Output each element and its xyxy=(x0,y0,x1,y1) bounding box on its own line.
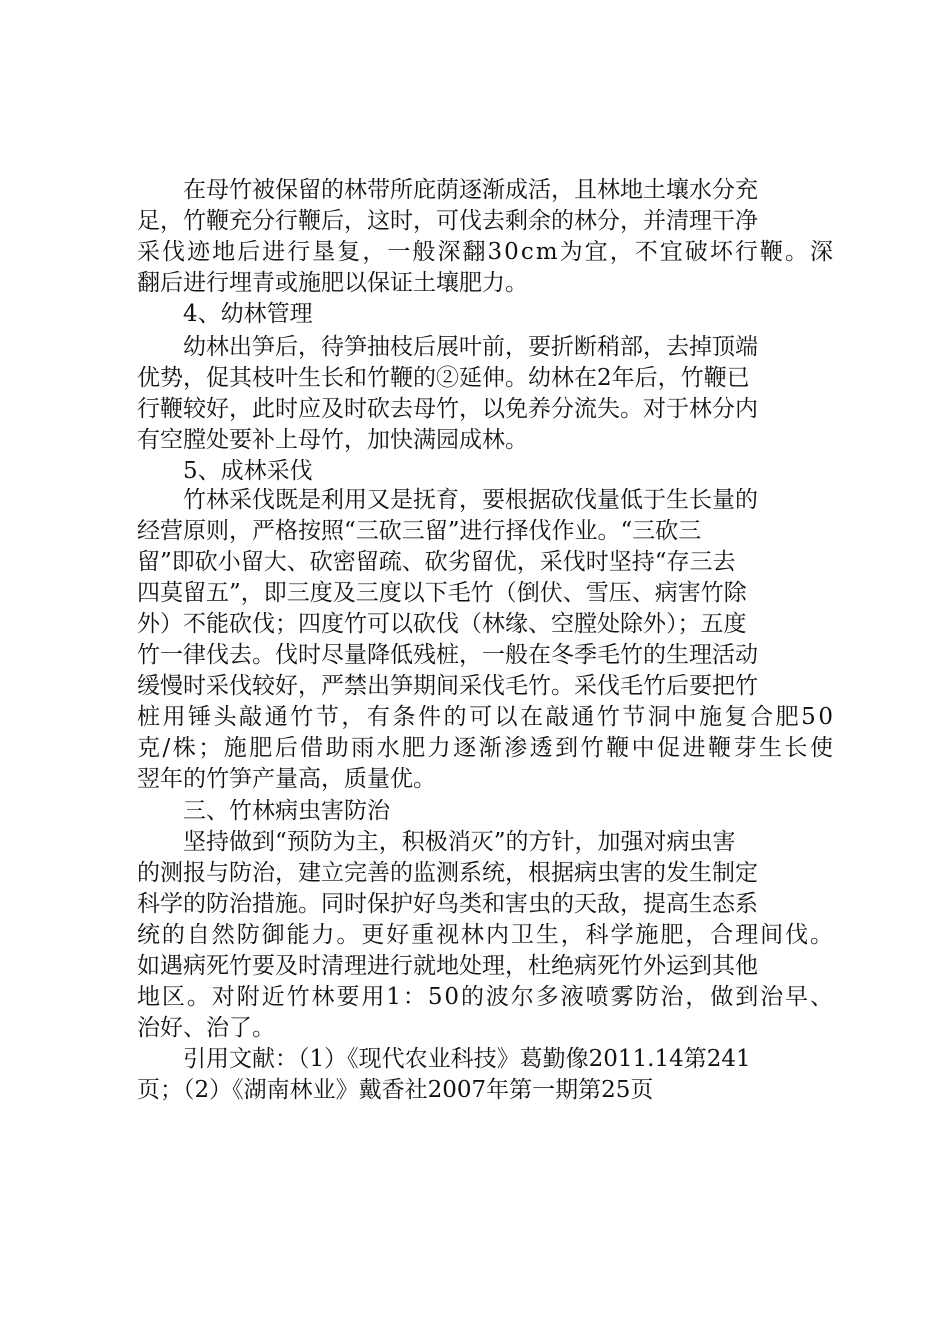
text-line xyxy=(0,455,950,487)
text-line-content: 竹林采伐既是利用又是抚育，要根据砍伐量低于生长量的 xyxy=(183,487,758,513)
text-line xyxy=(0,670,950,702)
text-line-content: 如遇病死竹要及时清理进行就地处理，杜绝病死竹外运到其他 xyxy=(137,953,758,979)
text-line-content: 统的自然防御能力。更好重视林内卫生，科学施肥，合理间伐。 xyxy=(137,922,835,948)
text-line-content: 优势，促其枝叶生长和竹鞭的②延伸。幼林在2年后，竹鞭已 xyxy=(137,365,750,391)
text-line xyxy=(0,546,950,578)
text-line-content: 5、成林采伐 xyxy=(183,458,313,484)
text-line xyxy=(0,362,950,394)
text-line xyxy=(0,267,950,299)
text-line xyxy=(0,950,950,982)
text-line-content: 有空膛处要补上母竹，加快满园成林。 xyxy=(137,427,528,453)
text-line-content: 坚持做到“预防为主，积极消灭”的方针，加强对病虫害 xyxy=(183,829,736,855)
text-line xyxy=(0,331,950,363)
text-line xyxy=(0,639,950,671)
text-line xyxy=(0,888,950,920)
text-line xyxy=(0,298,950,330)
text-line-content: 四莫留五”，即三度及三度以下毛竹（倒伏、雪压、病害竹除 xyxy=(137,580,747,606)
text-line-content: 克/株；施肥后借助雨水肥力逐渐渗透到竹鞭中促进鞭芽生长使 xyxy=(137,735,836,761)
text-line-content: 竹一律伐去。伐时尽量降低残桩，一般在冬季毛竹的生理活动 xyxy=(137,642,758,668)
text-line xyxy=(0,763,950,795)
text-line xyxy=(0,1074,950,1106)
text-line-content: 外）不能砍伐；四度竹可以砍伐（林缘、空膛处除外）；五度 xyxy=(137,611,747,637)
text-line xyxy=(0,857,950,889)
text-line xyxy=(0,424,950,456)
text-line xyxy=(0,981,950,1013)
text-line-content: 科学的防治措施。同时保护好鸟类和害虫的天敌，提高生态系 xyxy=(137,891,758,917)
text-line-content: 地区。对附近竹林要用1：50的波尔多液喷雾防治，做到治早、 xyxy=(137,984,835,1010)
text-line xyxy=(0,919,950,951)
text-line-content: 翌年的竹笋产量高，质量优。 xyxy=(137,766,436,792)
text-line xyxy=(0,174,950,206)
text-line xyxy=(0,393,950,425)
text-line-content: 采伐迹地后进行垦复，一般深翻30cm为宜，不宜破坏行鞭。深 xyxy=(137,239,836,265)
text-line-content: 桩用锤头敲通竹节，有条件的可以在敲通竹节洞中施复合肥50 xyxy=(137,704,836,730)
text-line-content: 引用文献：（1）《现代农业科技》葛勤像2011.14第241 xyxy=(183,1046,751,1072)
text-line-content: 页；（2）《湖南林业》戴香社2007年第一期第25页 xyxy=(137,1077,654,1103)
text-line xyxy=(0,577,950,609)
text-line xyxy=(0,701,950,733)
text-line-content: 翻后进行埋青或施肥以保证土壤肥力。 xyxy=(137,270,528,296)
text-line xyxy=(0,608,950,640)
text-line-content: 缓慢时采伐较好，严禁出笋期间采伐毛竹。采伐毛竹后要把竹 xyxy=(137,673,758,699)
text-line xyxy=(0,1043,950,1075)
text-line-content: 在母竹被保留的林带所庇荫逐渐成活，且林地土壤水分充 xyxy=(183,177,758,203)
text-line xyxy=(0,236,950,268)
text-line-content: 的测报与防治，建立完善的监测系统，根据病虫害的发生制定 xyxy=(137,860,758,886)
text-line xyxy=(0,515,950,547)
text-line-content: 行鞭较好，此时应及时砍去母竹，以免养分流失。对于林分内 xyxy=(137,396,758,422)
text-line-content: 经营原则，严格按照“三砍三留”进行择伐作业。“三砍三 xyxy=(137,518,702,544)
text-line-content: 足，竹鞭充分行鞭后，这时，可伐去剩余的林分，并清理干净 xyxy=(137,208,758,234)
text-line xyxy=(0,732,950,764)
text-line xyxy=(0,205,950,237)
text-line-content: 三、竹林病虫害防治 xyxy=(183,798,390,824)
text-line xyxy=(0,795,950,827)
text-line xyxy=(0,1012,950,1044)
text-line-content: 幼林出笋后，待笋抽枝后展叶前，要折断稍部，去掉顶端 xyxy=(183,334,758,360)
text-line-content: 治好、治了。 xyxy=(137,1015,275,1041)
text-line xyxy=(0,484,950,516)
text-line xyxy=(0,826,950,858)
text-line-content: 4、幼林管理 xyxy=(183,301,313,327)
text-line-content: 留”即砍小留大、砍密留疏、砍劣留优，采伐时坚持“存三去 xyxy=(137,549,736,575)
